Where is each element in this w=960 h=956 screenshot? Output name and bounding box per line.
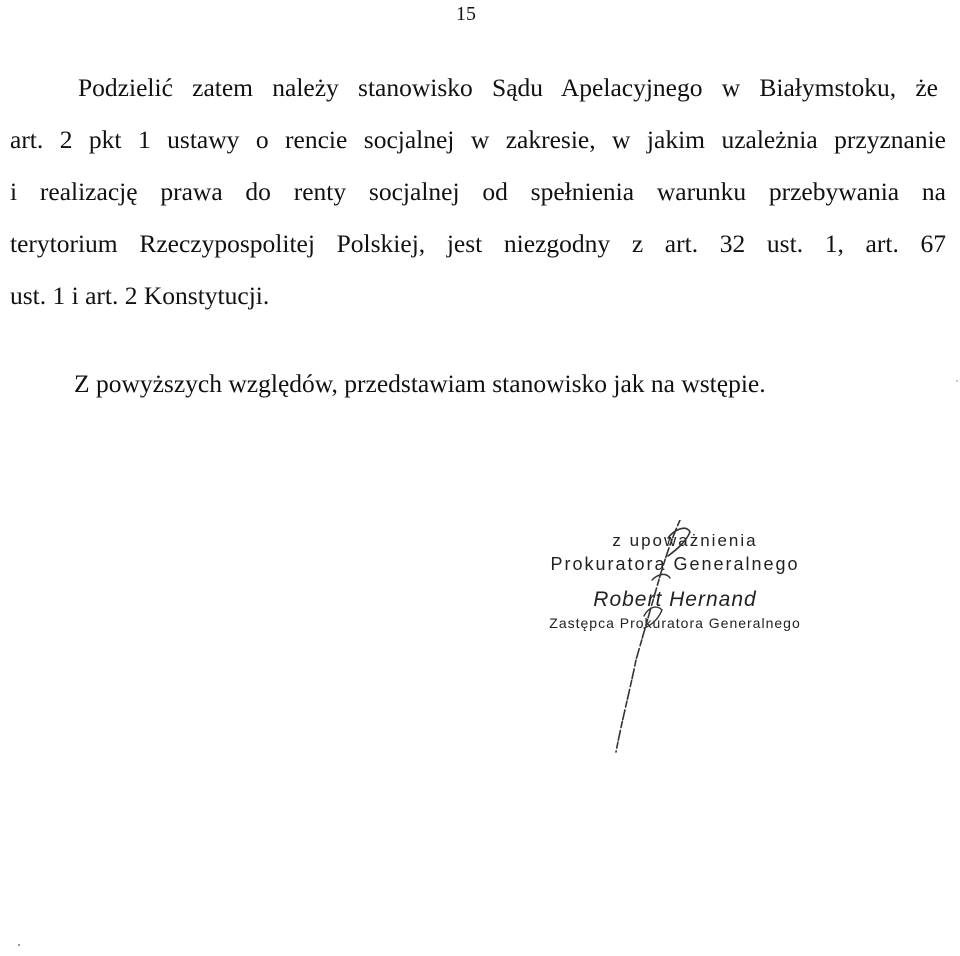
stamp-office-line: Prokuratora Generalnego — [550, 554, 800, 574]
stamp-official-title: Zastępca Prokuratora Generalnego — [549, 615, 801, 631]
scan-speck — [956, 380, 958, 382]
paragraph-1-line-5: ust. 1 i art. 2 Konstytucji. — [10, 281, 270, 310]
paragraph-1-line-4: terytorium Rzeczypospolitej Polskiej, jest niezgodny z art. 32 ust. 1, art. 67 — [10, 229, 946, 258]
paragraph-1 — [10, 62, 946, 322]
stamp-official-name: Robert Hernand — [593, 588, 757, 611]
page-number: 15 — [456, 3, 476, 25]
paragraph-1-line-2: art. 2 pkt 1 ustawy o rencie socjalnej w zakresie, w jakim uzależnia przyznanie — [10, 125, 946, 154]
handwritten-signature — [540, 520, 700, 770]
stamp-authorization-line: z upoważnienia — [612, 531, 758, 550]
paragraph-1-line-3: i realizację prawa do renty socjalnej od spełnienia warunku przebywania na — [10, 177, 946, 206]
paragraph-1-line-1: Podzielić zatem należy stanowisko Sądu Apelacyjnego w Białymstoku, że — [78, 73, 938, 102]
scan-speck — [18, 944, 20, 946]
paragraph-2: Z powyższych względów, przedstawiam stanowisko jak na wstępie. — [74, 369, 766, 398]
